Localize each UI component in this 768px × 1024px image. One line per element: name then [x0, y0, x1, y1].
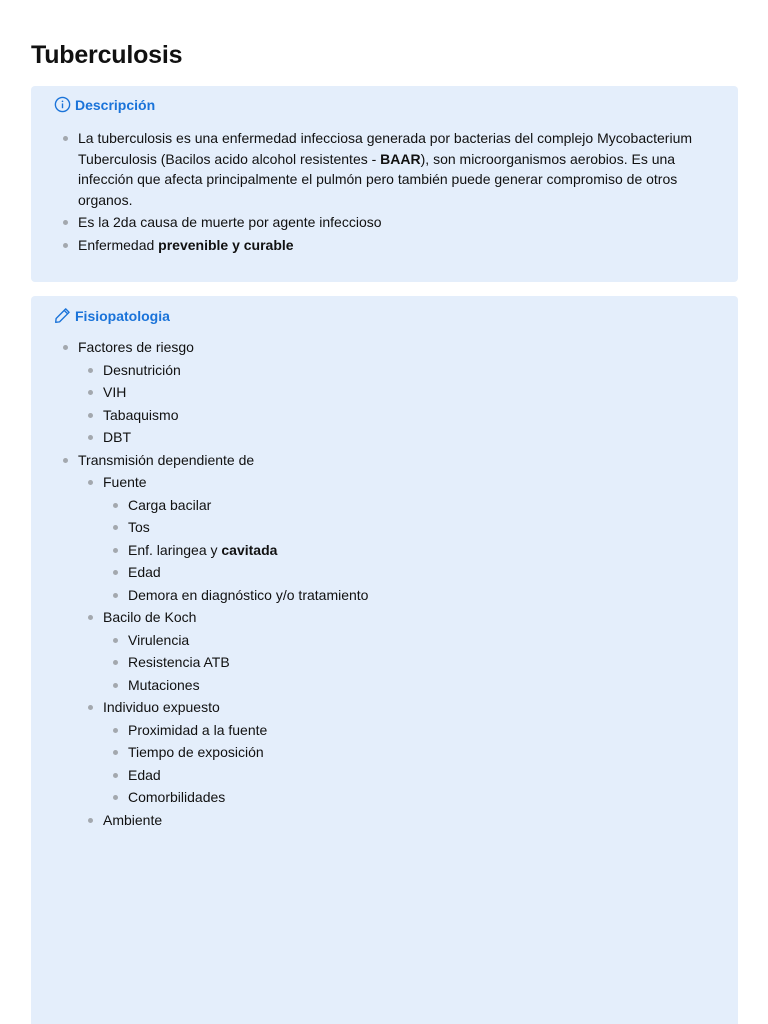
list-item	[62, 212, 722, 233]
bold-text: BAAR	[380, 150, 421, 167]
text: Factores de riesgo	[78, 339, 194, 355]
fisiopatologia-title: Fisiopatologia	[75, 307, 170, 324]
list-item: Demora en diagnóstico y/o tratamiento	[112, 585, 722, 606]
text: Enfermedad	[78, 236, 159, 253]
factores-list	[87, 360, 722, 448]
list-item	[62, 128, 722, 210]
bold-text: cavitada	[221, 541, 278, 558]
list-item: Desnutrición	[87, 360, 722, 381]
pencil-icon	[54, 307, 71, 324]
fisiopatologia-list	[62, 337, 722, 832]
text: ), son microorganismos aerobios. Es una infección que afecta principalmente el pulmón pero también puede generar compromiso de otros organos.	[78, 150, 678, 208]
info-icon	[54, 96, 71, 113]
list-item: Edad	[112, 765, 722, 786]
list-item	[112, 540, 722, 561]
list-item	[62, 337, 722, 448]
transmision-list	[87, 472, 722, 830]
list-item	[87, 607, 722, 695]
descripcion-list	[62, 128, 722, 257]
text: La tuberculosis es una enfermedad infecciosa generada por bacterias del complejo Mycobacterium Tuberculosis (Bacilos acido alcohol resistentes -	[78, 130, 693, 167]
fuente-list	[112, 495, 722, 606]
text: Transmisión dependiente de	[78, 451, 255, 468]
list-item: Tabaquismo	[87, 405, 722, 426]
page-title: Tuberculosis	[31, 41, 183, 69]
list-item	[62, 235, 722, 256]
text: Bacilo de Koch	[103, 609, 197, 625]
text: Es la 2da causa de muerte por agente infeccioso	[78, 214, 382, 230]
list-item: Tos	[112, 517, 722, 538]
text: Individuo expuesto	[103, 699, 220, 715]
list-item: Virulencia	[112, 630, 722, 651]
list-item	[87, 472, 722, 605]
descripcion-title: Descripción	[75, 96, 156, 113]
list-item: Carga bacilar	[112, 495, 722, 516]
text: Fuente	[103, 474, 147, 490]
list-item: DBT	[87, 427, 722, 448]
list-item	[87, 697, 722, 808]
bold-text: prevenible y curable	[158, 236, 294, 253]
bacilo-list	[112, 630, 722, 696]
list-item: VIH	[87, 382, 722, 403]
text: Enf. laringea y	[128, 541, 222, 558]
fisiopatologia-header	[54, 307, 170, 324]
list-item	[62, 450, 722, 831]
list-item: Mutaciones	[112, 675, 722, 696]
descripcion-callout	[31, 86, 738, 282]
individuo-list	[112, 720, 722, 808]
list-item: Proximidad a la fuente	[112, 720, 722, 741]
text: Ambiente	[103, 811, 163, 828]
fisiopatologia-callout	[31, 296, 738, 1024]
list-item	[87, 810, 722, 831]
list-item: Tiempo de exposición	[112, 742, 722, 763]
list-item: Edad	[112, 562, 722, 583]
descripcion-header	[54, 96, 155, 113]
list-item: Comorbilidades	[112, 787, 722, 808]
list-item: Resistencia ATB	[112, 652, 722, 673]
